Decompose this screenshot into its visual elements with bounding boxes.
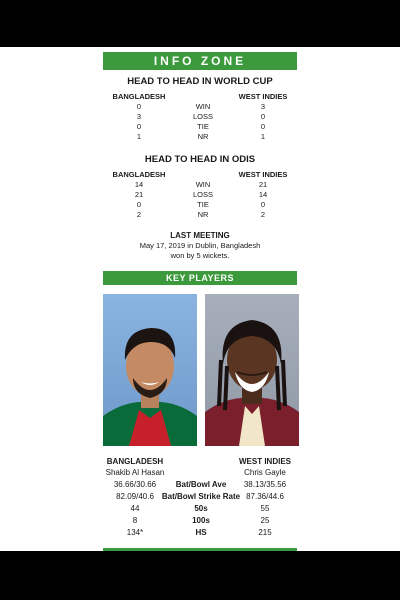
odis-row: [103, 190, 297, 200]
stat-left-value: 2: [136, 210, 142, 219]
stat-label: LOSS: [192, 190, 213, 199]
stat-right-value: 1: [260, 132, 266, 141]
stat-left-value: 0: [136, 122, 142, 131]
stat-label: TIE: [197, 122, 209, 131]
world-cup-row: [103, 122, 297, 132]
right-team-name: WEST INDIES: [238, 457, 291, 466]
left-stat-value: 134*: [126, 528, 144, 537]
odis-left-team: BANGLADESH: [112, 170, 166, 179]
stat-right-value: 21: [258, 180, 268, 189]
world-cup-left-team: BANGLADESH: [112, 92, 166, 101]
last-meeting-result: won by 5 wickets.: [170, 251, 230, 260]
info-zone-panel: [0, 47, 400, 551]
stat-left-value: 14: [134, 180, 144, 189]
player-stat-row: [103, 491, 297, 503]
right-stat-value: 25: [260, 516, 270, 525]
last-meeting-title: LAST MEETING: [170, 231, 230, 240]
stat-label: WIN: [195, 180, 211, 189]
player-portrait-illustration: [103, 294, 197, 446]
world-cup-header-row: [103, 92, 297, 102]
world-cup-right-team: WEST INDIES: [238, 92, 288, 101]
odis-header-row: [103, 170, 297, 180]
stat-left-value: 3: [136, 112, 142, 121]
odis-row: [103, 210, 297, 220]
stat-right-value: 0: [260, 200, 266, 209]
stat-left-value: 0: [136, 102, 142, 111]
left-team-name: BANGLADESH: [106, 457, 164, 466]
stat-label: WIN: [195, 102, 211, 111]
stat-right-value: 2: [260, 210, 266, 219]
stat-label: NR: [197, 132, 209, 141]
players-name-row: [103, 467, 297, 479]
stat-right-value: 3: [260, 102, 266, 111]
world-cup-row: [103, 112, 297, 122]
right-stat-value: 87.36/44.6: [246, 492, 284, 501]
stat-right-value: 0: [260, 112, 266, 121]
stat-left-value: 21: [134, 190, 144, 199]
player-stat-row: [103, 503, 297, 515]
right-player-name: Chris Gayle: [244, 468, 286, 477]
left-player-name: Shakib Al Hasan: [105, 468, 165, 477]
stat-label: HS: [195, 528, 207, 537]
left-stat-value: 8: [132, 516, 138, 525]
stat-label: 100s: [192, 516, 210, 525]
stat-label: NR: [197, 210, 209, 219]
player-stat-row: [103, 479, 297, 491]
right-stat-value: 215: [258, 528, 272, 537]
info-zone-banner: INFO ZONE: [103, 52, 297, 70]
stat-left-value: 0: [136, 200, 142, 209]
odis-row: [103, 180, 297, 190]
player-portrait-illustration: [205, 294, 299, 446]
last-meeting-detail: May 17, 2019 in Dublin, Bangladesh: [139, 241, 261, 250]
shakib-al-hasan-photo: [103, 294, 197, 446]
world-cup-row: [103, 132, 297, 142]
stat-left-value: 1: [136, 132, 142, 141]
left-stat-value: 36.66/30.66: [113, 480, 157, 489]
left-stat-value: 44: [130, 504, 140, 513]
stat-label: TIE: [197, 200, 209, 209]
key-players-banner: KEY PLAYERS: [103, 271, 297, 285]
right-stat-value: 55: [260, 504, 270, 513]
left-stat-value: 82.09/40.6: [116, 492, 154, 501]
right-stat-value: 38.13/35.56: [243, 480, 287, 489]
world-cup-row: [103, 102, 297, 112]
odis-title: HEAD TO HEAD IN ODIS: [144, 154, 256, 165]
odis-row: [103, 200, 297, 210]
chris-gayle-photo: [205, 294, 299, 446]
odis-right-team: WEST INDIES: [238, 170, 288, 179]
stat-label: LOSS: [192, 112, 213, 121]
player-stat-row: [103, 527, 297, 539]
world-cup-title: HEAD TO HEAD IN WORLD CUP: [127, 76, 273, 87]
stat-right-value: 14: [258, 190, 268, 199]
stat-right-value: 0: [260, 122, 266, 131]
stat-label: Bat/Bowl Ave: [175, 480, 227, 489]
stat-label: 50s: [194, 504, 208, 513]
player-stat-row: [103, 515, 297, 527]
stat-label: Bat/Bowl Strike Rate: [161, 492, 241, 501]
bottom-divider: [103, 548, 297, 551]
